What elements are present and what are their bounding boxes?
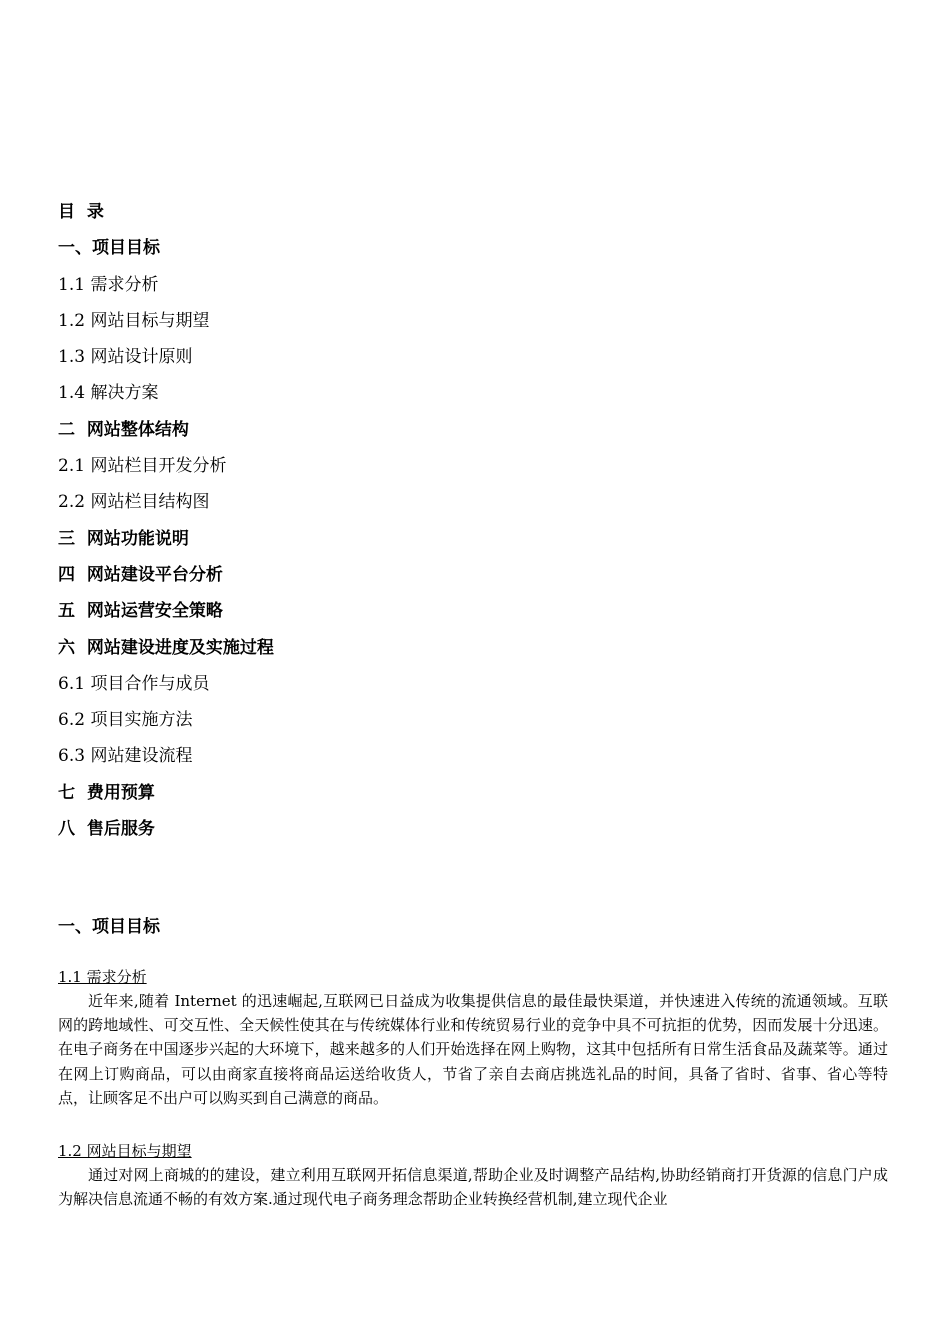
subsection-heading: 1.1 需求分析 — [58, 968, 147, 986]
toc-item[interactable]: 三 网站功能说明 — [58, 528, 189, 549]
toc-item[interactable]: 2.2 网站栏目结构图 — [58, 492, 210, 513]
toc-item[interactable]: 6.2 项目实施方法 — [58, 710, 193, 731]
paragraph: 近年来,随着 Internet 的迅速崛起,互联网已日益成为收集提供信息的最佳最快渠道，并快速进入传统的流通领域。互联网的跨地域性、可交互性、全天候性使其在与传统媒体行业和传统贸易行业的竞争中具不可抗拒的优势，因而发展十分迅速。在电子商务在中国逐步兴起的大环境下，越来越多的人们开始选择在网上购物，这其中包括所有日常生活食品及蔬菜等。通过在网上订购商品，可以由商家直接将商品运送给收货人，节省了亲自去商店挑选礼品的时间，具备了省时、省事、省心等特点，让顾客足不出户可以购买到自己满意的商品。 — [58, 992, 888, 1107]
subsection-heading: 1.2 网站目标与期望 — [58, 1142, 192, 1160]
toc-item[interactable]: 1.4 解决方案 — [58, 383, 159, 404]
toc-item[interactable]: 七 费用预算 — [58, 782, 155, 803]
toc-item[interactable]: 1.1 需求分析 — [58, 274, 159, 295]
toc-item[interactable]: 八 售后服务 — [58, 819, 155, 840]
toc-item[interactable]: 1.3 网站设计原则 — [58, 347, 193, 368]
toc-item[interactable]: 六 网站建设进度及实施过程 — [58, 637, 274, 658]
toc-item[interactable]: 6.1 项目合作与成员 — [58, 673, 210, 694]
toc-item[interactable]: 一、项目目标 — [58, 238, 160, 259]
toc-item[interactable]: 四 网站建设平台分析 — [58, 564, 223, 585]
toc-item[interactable]: 1.2 网站目标与期望 — [58, 310, 210, 331]
paragraph: 通过对网上商城的的建设，建立利用互联网开拓信息渠道,帮助企业及时调整产品结构,协助经销商打开货源的信息门户成为解决信息流通不畅的有效方案.通过现代电子商务理念帮助企业转换经营机制,建立现代企业 — [58, 1166, 888, 1209]
table-of-contents — [58, 194, 274, 847]
toc-item[interactable]: 五 网站运营安全策略 — [58, 601, 223, 622]
section-heading: 一、项目目标 — [58, 917, 160, 937]
toc-title: 目 录 — [58, 202, 104, 222]
toc-item[interactable]: 2.1 网站栏目开发分析 — [58, 456, 227, 477]
toc-item[interactable]: 6.3 网站建设流程 — [58, 746, 193, 767]
toc-item[interactable]: 二 网站整体结构 — [58, 419, 189, 440]
